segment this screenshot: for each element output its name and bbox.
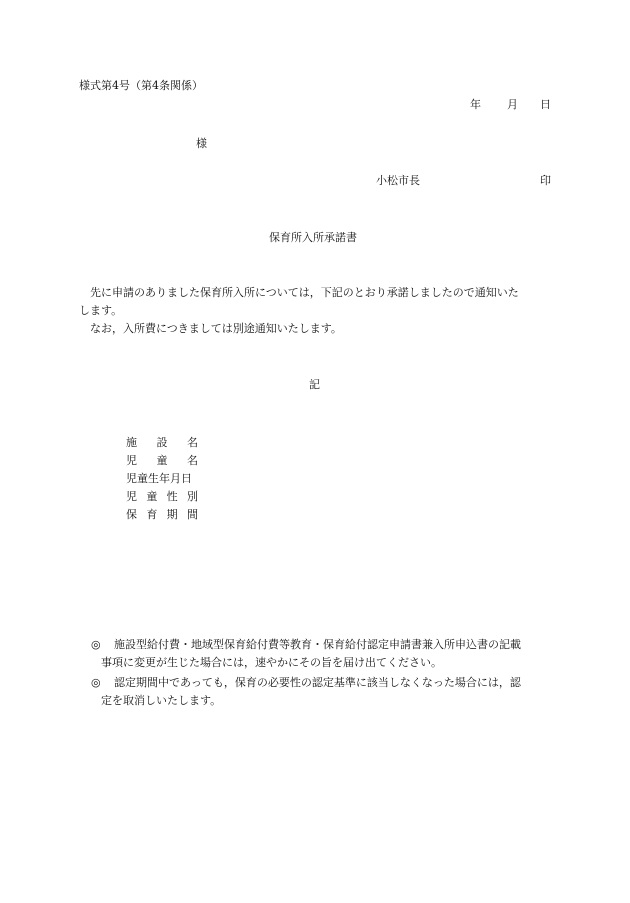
item-char: 児 [126,454,137,467]
item-child-gender [126,488,198,504]
item-facility-name [126,434,198,450]
item-char: 童 [156,454,168,467]
item-char: 保 [126,508,137,521]
item-char: 施 [126,436,137,449]
item-char: 設 [156,436,168,449]
note-2-line-1: 認定期間中であっても，保育の必要性の認定基準に該当しなくなった場合には，認 [114,676,521,689]
note-2-mark: ◎ [91,676,101,689]
date-month: 月 [507,98,518,111]
addressee-suffix: 様 [196,137,207,150]
item-child-birthdate [126,470,198,486]
item-char: 児 [126,490,137,503]
body-line-2: します。 [79,304,123,317]
seal-mark: 印 [540,174,551,187]
item-care-period [126,506,198,522]
item-char: 性 [166,490,178,503]
item-char: 童 [146,490,158,503]
item-char: 名 [187,436,198,449]
date-day: 日 [540,98,551,111]
note-2-line-2: 定を取消しいたします。 [101,694,222,707]
item-char: 児童生年月日 [126,472,192,485]
issuer-name: 小松市長 [376,174,420,187]
ki-heading: 記 [309,378,320,391]
item-char: 期 [166,508,178,521]
date-year: 年 [470,98,481,111]
item-char: 名 [187,454,198,467]
document-title: 保育所入所承諾書 [269,231,357,244]
note-1-mark: ◎ [91,638,101,651]
note-1-line-2: 事項に変更が生じた場合には，速やかにその旨を届け出てください。 [101,656,442,669]
body-line-3: なお，入所費につきましては別途通知いたします。 [90,322,342,335]
body-line-1: 先に申請のありました保育所入所については，下記のとおり承諾しましたので通知いた [90,286,519,299]
note-1-line-1: 施設型給付費・地域型保育給付費等教育・保育給付認定申請書兼入所申込書の記載 [114,638,521,651]
item-char: 別 [186,490,198,503]
item-char: 育 [146,508,158,521]
item-char: 間 [186,508,198,521]
form-number: 様式第4号（第4条関係） [79,79,203,92]
item-child-name [126,452,198,468]
